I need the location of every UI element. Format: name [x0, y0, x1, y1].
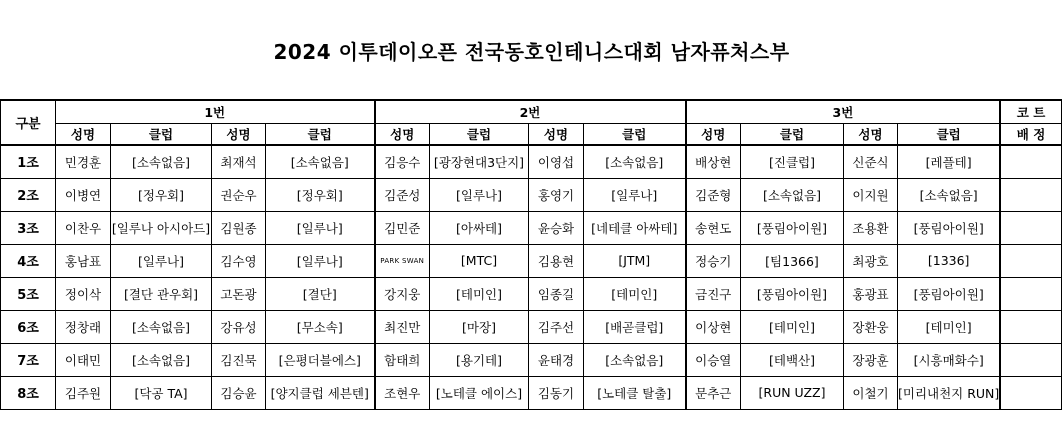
player-club: [양지클럽 세븐텐] [266, 376, 375, 409]
header-name-col: 성명 [686, 123, 741, 145]
player-club: [미리내천지 RUN] [898, 376, 1001, 409]
player-club: [정우회] [266, 178, 375, 211]
header-group-2: 2번 [375, 100, 686, 123]
player-name: 조현우 [375, 376, 430, 409]
player-club: [레플테] [898, 145, 1001, 178]
player-club: [아싸테] [430, 211, 529, 244]
player-name: 장환웅 [844, 310, 898, 343]
player-name: 정이삭 [56, 277, 111, 310]
player-name: 조용환 [844, 211, 898, 244]
player-club: [테미인] [430, 277, 529, 310]
player-name: 김승윤 [212, 376, 266, 409]
header-club-col: 클럽 [266, 123, 375, 145]
player-club: [일루나] [111, 244, 212, 277]
player-club: [닥공 TA] [111, 376, 212, 409]
table-row [1, 343, 1062, 376]
player-club: [결단 관우회] [111, 277, 212, 310]
player-club: [JTM] [584, 244, 686, 277]
player-name: 신준식 [844, 145, 898, 178]
court-assignment-cell [1000, 277, 1061, 310]
player-club: [은평더블에스] [266, 343, 375, 376]
table-row [1, 145, 1062, 178]
table-row [1, 277, 1062, 310]
player-club: [네테클 아싸테] [584, 211, 686, 244]
player-name: 이상현 [686, 310, 741, 343]
player-name: 임종길 [529, 277, 584, 310]
player-name: 이찬우 [56, 211, 111, 244]
player-name: PARK SWAN [375, 244, 430, 277]
player-name: 홍광표 [844, 277, 898, 310]
player-club: [일루나] [266, 211, 375, 244]
group-number: 8조 [1, 376, 56, 409]
header-group-3: 3번 [686, 100, 1001, 123]
header-name-col: 성명 [375, 123, 430, 145]
court-assignment-cell [1000, 244, 1061, 277]
player-name: 김주원 [56, 376, 111, 409]
court-assignment-cell [1000, 211, 1061, 244]
player-club: [일루나] [584, 178, 686, 211]
player-name: 장광훈 [844, 343, 898, 376]
player-name: 권순우 [212, 178, 266, 211]
header-club-col: 클럽 [584, 123, 686, 145]
table-row [1, 211, 1062, 244]
player-club: [풍림아이원] [741, 277, 844, 310]
player-name: 김진묵 [212, 343, 266, 376]
player-club: [풍림아이원] [898, 277, 1001, 310]
player-name: 정승기 [686, 244, 741, 277]
header-club-col: 클럽 [898, 123, 1001, 145]
player-club: [팀1366] [741, 244, 844, 277]
court-assignment-cell [1000, 145, 1061, 178]
header-name-col: 성명 [529, 123, 584, 145]
player-club: [풍림아이원] [741, 211, 844, 244]
player-club: [테미인] [898, 310, 1001, 343]
player-name: 김민준 [375, 211, 430, 244]
player-club: [MTC] [430, 244, 529, 277]
header-court: 코 트 [1000, 100, 1061, 123]
header-name-col: 성명 [56, 123, 111, 145]
player-club: [소속없음] [111, 310, 212, 343]
header-club-col: 클럽 [111, 123, 212, 145]
player-name: 김준성 [375, 178, 430, 211]
table-row [1, 376, 1062, 409]
player-club: [소속없음] [266, 145, 375, 178]
player-name: 강유성 [212, 310, 266, 343]
player-club: [용기테] [430, 343, 529, 376]
header-name-col: 성명 [212, 123, 266, 145]
player-name: 윤승화 [529, 211, 584, 244]
player-club: [정우회] [111, 178, 212, 211]
player-name: 김동기 [529, 376, 584, 409]
table-row [1, 178, 1062, 211]
header-gubun: 구분 [1, 100, 56, 145]
player-club: [테미인] [741, 310, 844, 343]
player-name: 민경훈 [56, 145, 111, 178]
group-number: 2조 [1, 178, 56, 211]
player-club: [풍림아이원] [898, 211, 1001, 244]
player-club: [진클럽] [741, 145, 844, 178]
page-title: 2024 이투데이오픈 전국동호인테니스대회 남자퓨처스부 [273, 40, 790, 64]
player-name: 함태희 [375, 343, 430, 376]
player-name: 정창래 [56, 310, 111, 343]
player-name: 이태민 [56, 343, 111, 376]
player-club: [일루나 아시아드] [111, 211, 212, 244]
player-name: 이병연 [56, 178, 111, 211]
player-club: [무소속] [266, 310, 375, 343]
header-group-1: 1번 [56, 100, 375, 123]
player-club: [테미인] [584, 277, 686, 310]
player-club: [RUN UZZ] [741, 376, 844, 409]
player-name: 홍남표 [56, 244, 111, 277]
player-name: 김용현 [529, 244, 584, 277]
player-club: [소속없음] [111, 145, 212, 178]
group-number: 6조 [1, 310, 56, 343]
player-club: [1336] [898, 244, 1001, 277]
group-number: 7조 [1, 343, 56, 376]
player-name: 김수영 [212, 244, 266, 277]
group-number: 3조 [1, 211, 56, 244]
player-club: [결단] [266, 277, 375, 310]
court-assignment-cell [1000, 310, 1061, 343]
player-club: [노테클 탈출] [584, 376, 686, 409]
player-name: 홍영기 [529, 178, 584, 211]
group-number: 4조 [1, 244, 56, 277]
player-club: [배곧클럽] [584, 310, 686, 343]
table-row [1, 244, 1062, 277]
player-club: [소속없음] [111, 343, 212, 376]
header-club-col: 클럽 [741, 123, 844, 145]
player-club: [일루나] [430, 178, 529, 211]
court-assignment-cell [1000, 376, 1061, 409]
player-name: 이승열 [686, 343, 741, 376]
player-name: 최재석 [212, 145, 266, 178]
group-number: 1조 [1, 145, 56, 178]
player-club: [광장현대3단지] [430, 145, 529, 178]
player-name: 김준형 [686, 178, 741, 211]
player-name: 문추근 [686, 376, 741, 409]
player-club: [일루나] [266, 244, 375, 277]
player-club: [소속없음] [584, 145, 686, 178]
player-name: 이영섭 [529, 145, 584, 178]
court-assignment-cell [1000, 343, 1061, 376]
player-name: 송현도 [686, 211, 741, 244]
player-club: [노테클 에이스] [430, 376, 529, 409]
player-name: 이철기 [844, 376, 898, 409]
player-name: 김주선 [529, 310, 584, 343]
player-name: 최진만 [375, 310, 430, 343]
group-number: 5조 [1, 277, 56, 310]
table-row [1, 310, 1062, 343]
player-name: 배상현 [686, 145, 741, 178]
court-assignment-cell [1000, 178, 1061, 211]
header-club-col: 클럽 [430, 123, 529, 145]
player-name: 김응수 [375, 145, 430, 178]
player-club: [마장] [430, 310, 529, 343]
player-name: 고돈광 [212, 277, 266, 310]
bracket-table [0, 99, 1062, 410]
player-club: [테백산] [741, 343, 844, 376]
header-name-col: 성명 [844, 123, 898, 145]
player-name: 금진구 [686, 277, 741, 310]
player-name: 이지원 [844, 178, 898, 211]
player-club: [소속없음] [741, 178, 844, 211]
player-club: [시흥매화수] [898, 343, 1001, 376]
player-name: 윤태경 [529, 343, 584, 376]
player-club: [소속없음] [898, 178, 1001, 211]
header-assign: 배 정 [1000, 123, 1061, 145]
player-name: 강지웅 [375, 277, 430, 310]
player-name: 최광호 [844, 244, 898, 277]
player-club: [소속없음] [584, 343, 686, 376]
player-name: 김원종 [212, 211, 266, 244]
